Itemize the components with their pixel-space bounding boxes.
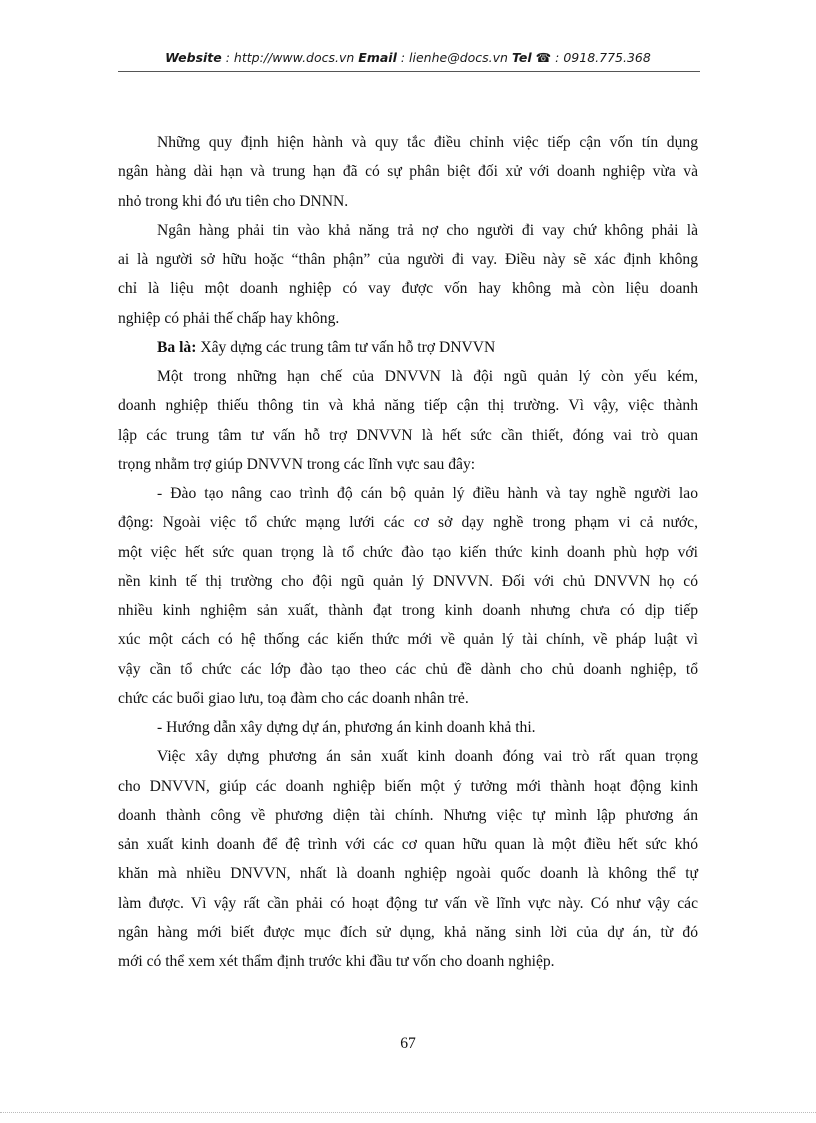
section-heading bbox=[118, 333, 698, 362]
text-line: khăn mà nhiều DNVVN, nhất là doanh nghiệp ngoài quốc doanh là không thể tự bbox=[118, 865, 698, 883]
text-line: - Hướng dẫn xây dựng dự án, phương án kinh doanh khả thi. bbox=[157, 719, 536, 736]
text-line: ngân hàng mới biết được mục đích sử dụng, khả năng sinh lời của dự án, từ đó bbox=[118, 923, 698, 941]
text-line: trọng nhằm trợ giúp DNVVN trong các lĩnh vực sau đây: bbox=[118, 455, 476, 473]
text-line: doanh thành công về phương diện tài chính. Nhưng việc tự mình lập phương án bbox=[118, 806, 698, 824]
text-line: ngân hàng dài hạn và trung hạn đã có sự phân biệt đối xử với doanh nghiệp vừa và bbox=[118, 163, 698, 181]
text-line: ai là người sở hữu hoặc “thân phận” của người đi vay. Điều này sẽ xác định không bbox=[118, 251, 698, 268]
page-bottom-border bbox=[0, 1112, 816, 1113]
document-body bbox=[118, 128, 698, 976]
text-line: lập các trung tâm tư vấn hỗ trợ DNVVN là hết sức cần thiết, đóng vai trò quan bbox=[118, 426, 698, 444]
text-line: vậy cần tổ chức các lớp đào tạo theo các chủ đề dành cho chủ doanh nghiệp, tổ bbox=[118, 660, 698, 678]
text-line: một việc hết sức quan trọng là tổ chức đào tạo kiến thức kinh doanh phù hợp với bbox=[118, 543, 698, 561]
text-line: nghiệp có phải thế chấp hay không. bbox=[118, 309, 340, 327]
text-line: cho DNVVN, giúp các doanh nghiệp biến một ý tưởng mới thành hoạt động kinh bbox=[118, 777, 698, 795]
page-number: 67 bbox=[400, 1035, 416, 1052]
email-label: Email bbox=[358, 50, 397, 65]
text-line: Việc xây dựng phương án sản xuất kinh doanh đóng vai trò rất quan trọng bbox=[157, 748, 698, 766]
text-line: động: Ngoài việc tổ chức mạng lưới các cơ sở dạy nghề trong phạm vi cả nước, bbox=[118, 514, 698, 532]
page-header bbox=[118, 50, 698, 65]
phone-icon: ☎ bbox=[535, 50, 552, 65]
text-line: chỉ là liệu một doanh nghiệp có vay được vốn hay không mà còn liệu doanh bbox=[118, 280, 698, 298]
text-line: doanh nghiệp thiếu thông tin và khả năng tiếp cận thị trường. Vì vậy, việc thành bbox=[118, 397, 698, 415]
email-link[interactable]: : lienhe@docs.vn bbox=[396, 50, 512, 65]
header-divider bbox=[118, 71, 700, 72]
text-line: mới có thể xem xét thẩm định trước khi đầu tư vốn cho doanh nghiệp. bbox=[118, 953, 555, 970]
section-title: Xây dựng các trung tâm tư vấn hỗ trợ DNVVN bbox=[196, 338, 496, 356]
text-line: sản xuất kinh doanh để đệ trình với các cơ quan hữu quan là một điều hết sức khó bbox=[118, 836, 698, 853]
website-label: Website bbox=[165, 50, 222, 65]
text-line: nền kinh tế thị trường cho đội ngũ quản lý DNVVN. Đối với chủ DNVVN họ có bbox=[118, 572, 698, 590]
tel-value: : 0918.775.368 bbox=[551, 50, 651, 65]
text-line: xúc một cách có hệ thống các kiến thức mới về quản lý tài chính, về pháp luật vì bbox=[118, 631, 698, 649]
text-line: nhiều kinh nghiệm sản xuất, thành đạt trong kinh doanh nhưng chưa có dịp tiếp bbox=[118, 602, 698, 619]
text-line: Ngân hàng phải tin vào khả năng trả nợ cho người đi vay chứ không phải là bbox=[157, 221, 698, 239]
tel-label: Tel bbox=[511, 50, 532, 65]
text-line: Một trong những hạn chế của DNVVN là đội ngũ quản lý còn yếu kém, bbox=[157, 368, 698, 385]
text-line: Những quy định hiện hành và quy tắc điều chỉnh việc tiếp cận vốn tín dụng bbox=[157, 134, 698, 151]
website-link[interactable]: : http://www.docs.vn bbox=[221, 50, 359, 65]
text-line: làm được. Vì vậy rất cần phải có hoạt động tư vấn về lĩnh vực này. Có như vậy các bbox=[118, 894, 698, 912]
text-line: nhỏ trong khi đó ưu tiên cho DNNN. bbox=[118, 192, 349, 210]
text-line: chức các buổi giao lưu, toạ đàm cho các doanh nhân trẻ. bbox=[118, 689, 469, 707]
section-label: Ba là: bbox=[157, 338, 197, 356]
text-line: - Đào tạo nâng cao trình độ cán bộ quản lý điều hành và tay nghề người lao bbox=[157, 485, 698, 502]
